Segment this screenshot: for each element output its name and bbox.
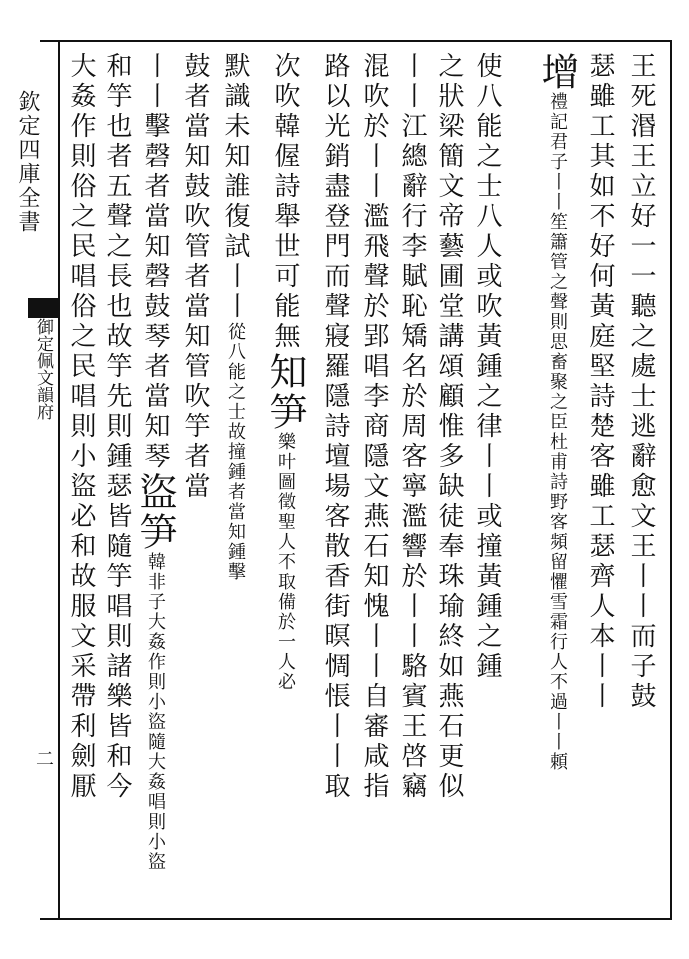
entry-note-3b: 杜甫詩野客頻留懼雪霜行人不過丨丨頼 xyxy=(547,432,568,772)
text-column-4: 使八能之士八人或吹黃鍾之律丨丨或撞黃鍾之鍾 xyxy=(472,52,502,682)
col9-text-a: 次吹韓偓詩舉世可能無 xyxy=(270,52,300,352)
text-column-2: 瑟雖工其如不好何黃庭堅詩楚客雖工瑟齊人本丨丨 xyxy=(585,52,615,712)
text-column-3 xyxy=(510,52,579,912)
col9-text-b: 樂叶圖徵聖人不取備於一人必 xyxy=(275,432,296,692)
col12-note: 韓非子大姦作則小盜隨大姦唱則小盜 xyxy=(145,552,166,872)
entry-head-zhi: 知笋 xyxy=(263,352,307,432)
text-column-14: 大姦作則俗之民唱俗之民唱則小盜必和故服文采帶利劍厭 xyxy=(66,52,96,802)
text-column-7: 混吹於丨丨濫飛聲於郢唱李商隱文燕石知愧丨丨自審咸指 xyxy=(359,52,389,802)
text-column-13: 和竽也者五聲之長也故竽先則鍾瑟皆隨竽唱則諸樂皆和今 xyxy=(102,52,132,802)
col10-note: 從八能之士故撞鍾者當知鍾擊 xyxy=(225,322,246,582)
margin-strip xyxy=(0,40,58,920)
text-column-5: 之狀梁簡文帝藝圃堂講頌顧惟多缺徒奉珠瑜終如燕石更似 xyxy=(434,52,464,802)
text-column-8: 路以光銷盡登門而聲寢羅隱詩壇場客散香街暝惆悵丨丨取 xyxy=(320,52,350,802)
entry-note-3a: 禮記君子丨丨笙簫管之聲則思畜聚之臣 xyxy=(547,92,568,432)
text-column-11: 鼓者當知鼓吹管者當知管吹竽者當 xyxy=(180,52,210,502)
text-column-6: 丨丨江總辭行李賦恥矯名於周客寧濫響於丨丨駱賓王啓竊 xyxy=(397,52,427,802)
entry-head-dao: 盜笋 xyxy=(133,472,177,552)
frame-bottom-border xyxy=(40,918,670,920)
text-column-12 xyxy=(133,52,177,912)
text-column-1: 王死湣王立好一一聽之處士逃辭愈文王丨丨而子鼓 xyxy=(626,52,656,712)
fishtail-mark xyxy=(28,298,58,318)
frame-right-border xyxy=(670,40,672,920)
frame-left-border xyxy=(58,40,60,920)
margin-subtitle: 御定佩文韻府 xyxy=(33,318,53,420)
entry-head-zeng: 增 xyxy=(535,52,579,92)
text-column-10 xyxy=(218,52,252,912)
frame-top-border xyxy=(40,40,670,42)
col10-text: 默識未知誰復試丨丨 xyxy=(220,52,250,322)
margin-title: 欽定四庫全書 xyxy=(15,90,40,234)
text-column-9 xyxy=(263,52,307,912)
col12-text: 丨丨擊磬者當知磬鼓琴者當知琴 xyxy=(140,52,170,472)
page-number: 二 xyxy=(36,749,54,770)
